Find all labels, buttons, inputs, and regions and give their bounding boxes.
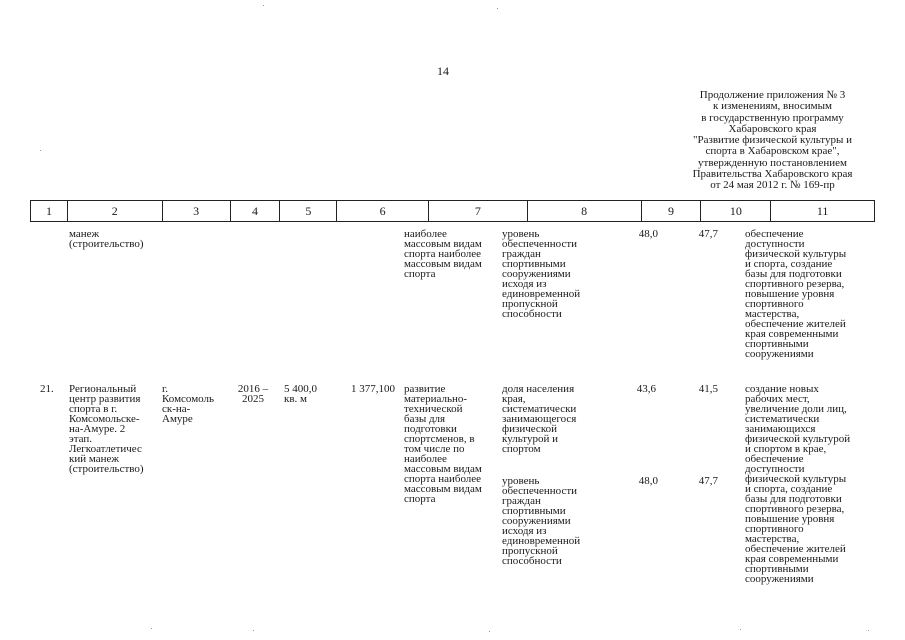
row21-value-plan-b: 48,0 [638,475,658,487]
table-header-cell: 1 [31,201,68,221]
appendix-line: в государственную программу [701,111,844,124]
table-header-cell: 10 [701,201,771,221]
table-header-cell: 9 [642,201,702,221]
appendix-line: утвержденную постановлением [698,156,847,169]
row-cont-goal: наиболее массовым видам спорта наиболее массовым видам спорта [404,228,482,280]
appendix-note [670,90,875,192]
appendix-line: Хабаровского края [728,122,817,135]
row21-value-base-b: 47,7 [698,475,718,487]
row21-value-plan-a: 43,6 [636,383,656,395]
scan-speck [40,150,41,151]
table-header-cell: 6 [337,201,429,221]
appendix-line: "Развитие физической культуры и [693,134,852,147]
row21-indicator-a: доля населения края, систематически занимающегося физической культурой и спортом [502,383,577,455]
row21-location: г. Комсомоль ск-на- Амуре [162,383,215,425]
row21-object-name: Региональный центр развития спорта в г. Комсомольске- на-Амуре. 2 этап. Легкоатлетичес кий манеж (строительство) [69,383,144,475]
scan-speck [253,630,254,631]
row21-capacity: 5 400,0 кв. м [284,383,317,405]
table-header-cell: 8 [528,201,642,221]
row-cont-object-name: манеж (строительство) [69,228,144,250]
row21-value-base-a: 41,5 [698,383,718,395]
row-cont-indicator: уровень обеспеченности граждан спортивными сооружениями исходя из единовременной пропускной способности [502,228,581,320]
row21-cost: 1 377,100 [351,383,395,395]
row-cont-outcome: обеспечение доступности физической культуры и спорта, создание базы для подготовки спортивного резерва, повышение уровня спортивного мастерства, обеспечение жителей края современными спортивными сооружениями [745,228,847,360]
table-header-cell: 3 [163,201,231,221]
scan-speck [263,5,264,6]
appendix-line: Продолжение приложения № 3 [699,89,846,101]
appendix-line: к изменениям, вносимым [712,100,832,113]
scan-speck [740,629,741,630]
table-header-cell: 11 [816,204,829,218]
table-header-row [30,200,875,222]
table-header-cell: 5 [280,201,337,221]
appendix-line: Правительства Хабаровского края [692,168,853,181]
appendix-line: спорта в Хабаровском крае", [705,145,840,158]
scan-speck [497,8,498,9]
table-header-cell: 4 [231,201,281,221]
row21-indicator-b: уровень обеспеченности граждан спортивными сооружениями исходя из единовременной пропускной способности [502,475,581,567]
page-number: 14 [437,64,449,78]
row-cont-value-base: 47,7 [698,228,718,240]
scan-speck [151,628,152,629]
table-header-cell: 2 [68,201,163,221]
table-header-cell: 7 [429,201,528,221]
row21-goal: развитие материально- технической базы для подготовки спортсменов, в том числе по наиболее массовым видам спорта наиболее массовым видам спорта [404,383,482,505]
row-cont-value-plan: 48,0 [638,228,658,240]
row21-number: 21. [40,383,54,395]
scan-speck [489,631,490,632]
row21-period: 2016 – 2025 [237,383,269,405]
appendix-line: от 24 мая 2012 г. № 169-пр [710,179,835,192]
scan-speck [868,630,869,631]
row21-outcome: создание новых рабочих мест, увеличение доли лиц, систематически занимающихся физической культурой и спортом в крае, обеспечение доступности физической культуры и спорта, создание базы для подготовки спортивного резерва, повышение уровня спортивного мастерства, обеспечение жителей края современными спортивными сооружениями [745,383,851,585]
